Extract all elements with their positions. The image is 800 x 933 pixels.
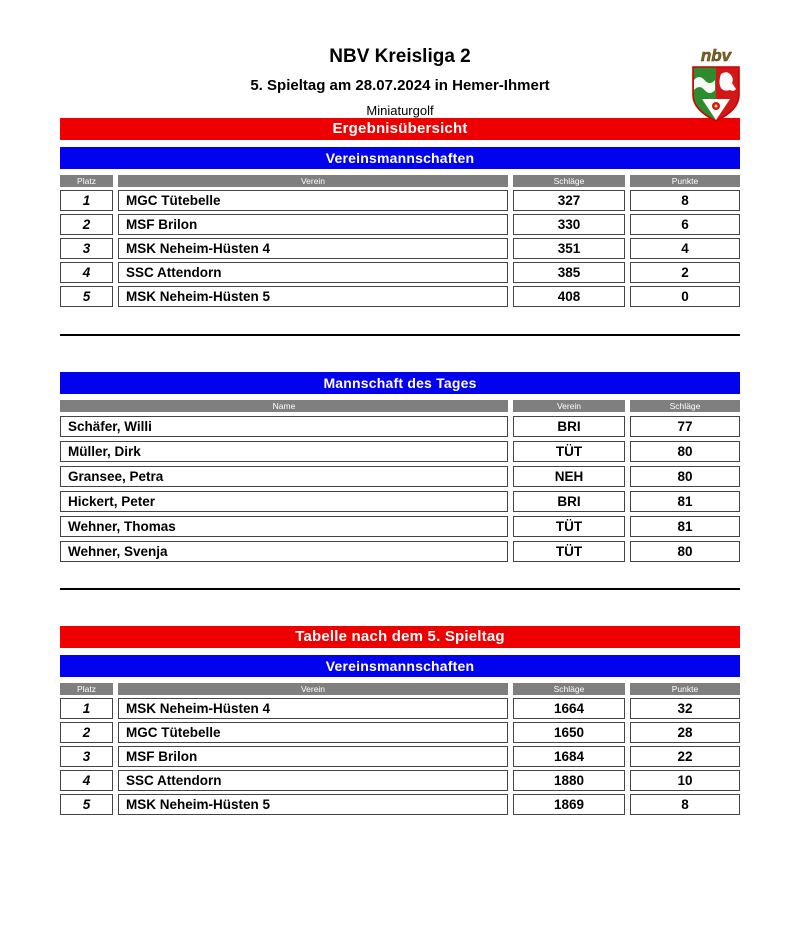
platz-cell: 4	[60, 262, 113, 283]
nbv-crest-icon	[684, 46, 748, 126]
results-subbanner: Vereinsmannschaften	[60, 147, 740, 169]
verein-cell: TÜT	[513, 516, 625, 537]
name-cell: Hickert, Peter	[60, 491, 508, 512]
name-cell: Schäfer, Willi	[60, 416, 508, 437]
results-banner: Ergebnisübersicht	[60, 118, 740, 140]
name-cell: Gransee, Petra	[60, 466, 508, 487]
column-header-name: Name	[60, 400, 508, 412]
schlaege-cell: 81	[630, 491, 740, 512]
schlaege-cell: 330	[513, 214, 625, 235]
verein-cell: SSC Attendorn	[118, 262, 508, 283]
schlaege-cell: 1684	[513, 746, 625, 767]
schlaege-cell: 385	[513, 262, 625, 283]
punkte-cell: 28	[630, 722, 740, 743]
platz-cell: 5	[60, 286, 113, 307]
punkte-cell: 10	[630, 770, 740, 791]
discipline-label: Miniaturgolf	[366, 103, 434, 118]
column-header-schlaege: Schläge	[630, 400, 740, 412]
platz-cell: 1	[60, 190, 113, 211]
results-table	[60, 175, 740, 307]
league-table-subbanner: Vereinsmannschaften	[60, 655, 740, 677]
verein-cell: BRI	[513, 491, 625, 512]
platz-cell: 5	[60, 794, 113, 815]
verein-cell: MSF Brilon	[118, 746, 508, 767]
team-of-day-table	[60, 400, 740, 562]
schlaege-cell: 80	[630, 441, 740, 462]
verein-cell: TÜT	[513, 541, 625, 562]
verein-cell: MSK Neheim-Hüsten 4	[118, 238, 508, 259]
punkte-cell: 4	[630, 238, 740, 259]
league-table	[60, 683, 740, 815]
document-header	[0, 0, 800, 118]
name-cell: Müller, Dirk	[60, 441, 508, 462]
name-cell: Wehner, Thomas	[60, 516, 508, 537]
platz-cell: 3	[60, 238, 113, 259]
schlaege-cell: 80	[630, 541, 740, 562]
section-divider	[60, 588, 740, 590]
platz-cell: 4	[60, 770, 113, 791]
column-header-schlaege: Schläge	[513, 683, 625, 695]
punkte-cell: 8	[630, 794, 740, 815]
column-header-verein: Verein	[118, 683, 508, 695]
column-header-punkte: Punkte	[630, 683, 740, 695]
league-table-banner: Tabelle nach dem 5. Spieltag	[60, 626, 740, 648]
schlaege-cell: 1664	[513, 698, 625, 719]
verein-cell: MSF Brilon	[118, 214, 508, 235]
document-content	[60, 118, 740, 815]
platz-cell: 2	[60, 722, 113, 743]
platz-cell: 2	[60, 214, 113, 235]
team-of-day-banner: Mannschaft des Tages	[60, 372, 740, 394]
schlaege-cell: 80	[630, 466, 740, 487]
schlaege-cell: 1869	[513, 794, 625, 815]
column-header-verein: Verein	[118, 175, 508, 187]
punkte-cell: 22	[630, 746, 740, 767]
punkte-cell: 32	[630, 698, 740, 719]
page-title: NBV Kreisliga 2	[329, 46, 471, 67]
verein-cell: MGC Tütebelle	[118, 190, 508, 211]
verein-cell: TÜT	[513, 441, 625, 462]
verein-cell: BRI	[513, 416, 625, 437]
schlaege-cell: 1650	[513, 722, 625, 743]
schlaege-cell: 1880	[513, 770, 625, 791]
column-header-schlaege: Schläge	[513, 175, 625, 187]
schlaege-cell: 351	[513, 238, 625, 259]
schlaege-cell: 408	[513, 286, 625, 307]
schlaege-cell: 327	[513, 190, 625, 211]
nbv-logo	[684, 46, 748, 126]
platz-cell: 1	[60, 698, 113, 719]
schlaege-cell: 81	[630, 516, 740, 537]
verein-cell: NEH	[513, 466, 625, 487]
name-cell: Wehner, Svenja	[60, 541, 508, 562]
verein-cell: MSK Neheim-Hüsten 5	[118, 794, 508, 815]
verein-cell: MSK Neheim-Hüsten 4	[118, 698, 508, 719]
section-divider	[60, 334, 740, 336]
page-subtitle: 5. Spieltag am 28.07.2024 in Hemer-Ihmert	[250, 77, 550, 94]
verein-cell: MSK Neheim-Hüsten 5	[118, 286, 508, 307]
punkte-cell: 0	[630, 286, 740, 307]
punkte-cell: 6	[630, 214, 740, 235]
logo-text: nbv	[700, 46, 732, 65]
schlaege-cell: 77	[630, 416, 740, 437]
column-header-platz: Platz	[60, 175, 113, 187]
verein-cell: MGC Tütebelle	[118, 722, 508, 743]
punkte-cell: 8	[630, 190, 740, 211]
verein-cell: SSC Attendorn	[118, 770, 508, 791]
column-header-punkte: Punkte	[630, 175, 740, 187]
punkte-cell: 2	[630, 262, 740, 283]
column-header-verein: Verein	[513, 400, 625, 412]
platz-cell: 3	[60, 746, 113, 767]
column-header-platz: Platz	[60, 683, 113, 695]
